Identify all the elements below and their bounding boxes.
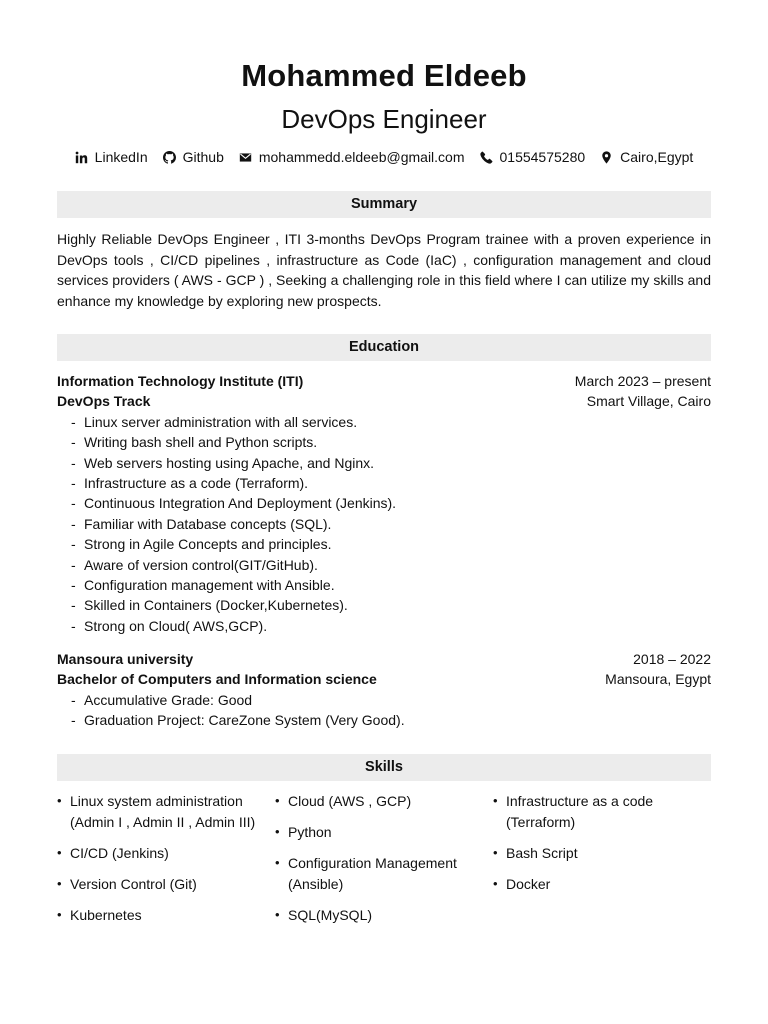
skill-item: • Python xyxy=(275,822,493,843)
summary-text: Highly Reliable DevOps Engineer , ITI 3-months DevOps Program trainee with a proven experience in DevOps tools , CI/CD pipelines , infrastructure as Code (IaC) , configuration management and cloud services providers ( AWS - GCP ) , Seeking a challenging role in this field where I can utilize my skills and enhance my knowledge by exploring new prospects. xyxy=(57,231,711,309)
list-item: - Linux server administration with all services. xyxy=(71,412,711,432)
summary-heading: Summary xyxy=(57,191,711,218)
list-item: - Continuous Integration And Deployment (Jenkins). xyxy=(71,493,711,513)
program-name: DevOps Track xyxy=(57,393,151,410)
skill-item: • CI/CD (Jenkins) xyxy=(57,843,275,864)
program-name: Bachelor of Computers and Information science xyxy=(57,671,377,688)
location xyxy=(600,149,693,165)
education-date: March 2023 – present xyxy=(574,373,711,389)
education-location: Mansoura, Egypt xyxy=(605,671,711,688)
education-heading: Education xyxy=(57,334,711,361)
contact-label: mohammedd.eldeeb@gmail.com xyxy=(258,149,465,165)
list-item: - Graduation Project: CareZone System (Very Good). xyxy=(71,710,711,730)
education-date: 2018 – 2022 xyxy=(633,651,711,667)
list-item: - Skilled in Containers (Docker,Kubernetes). xyxy=(71,595,711,615)
candidate-name: Mohammed Eldeeb xyxy=(241,58,527,93)
contact-label: Github xyxy=(182,149,224,165)
list-item: - Configuration management with Ansible. xyxy=(71,575,711,595)
location-pin-icon xyxy=(600,151,613,164)
education-location: Smart Village, Cairo xyxy=(586,393,711,410)
mail-icon xyxy=(239,151,252,164)
list-item: - Accumulative Grade: Good xyxy=(71,690,711,710)
list-item: - Strong in Agile Concepts and principles. xyxy=(71,534,711,554)
list-item: - Web servers hosting using Apache, and Nginx. xyxy=(71,453,711,473)
skills-heading: Skills xyxy=(57,754,711,781)
github-link[interactable] xyxy=(163,149,224,165)
skill-item: • Linux system administration (Admin I , Admin II , Admin III) xyxy=(57,791,275,832)
phone-icon xyxy=(480,151,493,164)
education-bullets xyxy=(57,690,711,731)
institution-name: Information Technology Institute (ITI) xyxy=(57,373,304,389)
linkedin-link[interactable] xyxy=(75,149,148,165)
email-link[interactable] xyxy=(239,149,465,165)
contact-label: 01554575280 xyxy=(499,149,586,165)
list-item: - Familiar with Database concepts (SQL). xyxy=(71,514,711,534)
institution-name: Mansoura university xyxy=(57,651,194,667)
phone-link[interactable] xyxy=(480,149,586,165)
linkedin-icon xyxy=(75,151,88,164)
contact-bar xyxy=(57,147,711,167)
skill-item: • Version Control (Git) xyxy=(57,874,275,895)
contact-label: Cairo,Egypt xyxy=(620,149,694,165)
list-item: - Infrastructure as a code (Terraform). xyxy=(71,473,711,493)
skills-column xyxy=(493,791,711,936)
github-icon xyxy=(163,151,176,164)
contact-label: LinkedIn xyxy=(94,149,148,165)
skill-item: • Cloud (AWS , GCP) xyxy=(275,791,493,812)
skills-column xyxy=(57,791,275,936)
skills-column xyxy=(275,791,493,936)
education-entry-iti xyxy=(57,371,711,636)
skill-item: • Kubernetes xyxy=(57,905,275,926)
skill-item: • Infrastructure as a code (Terraform) xyxy=(493,791,711,832)
list-item: - Strong on Cloud( AWS,GCP). xyxy=(71,616,711,636)
list-item: - Aware of version control(GIT/GitHub). xyxy=(71,555,711,575)
skills-grid xyxy=(57,791,711,936)
education-bullets xyxy=(57,412,711,636)
skill-item: • Docker xyxy=(493,874,711,895)
list-item: - Writing bash shell and Python scripts. xyxy=(71,432,711,452)
education-entry-mansoura xyxy=(57,649,711,731)
skill-item: • SQL(MySQL) xyxy=(275,905,493,926)
skill-item: • Configuration Management (Ansible) xyxy=(275,853,493,894)
skill-item: • Bash Script xyxy=(493,843,711,864)
job-title: DevOps Engineer xyxy=(281,104,487,134)
